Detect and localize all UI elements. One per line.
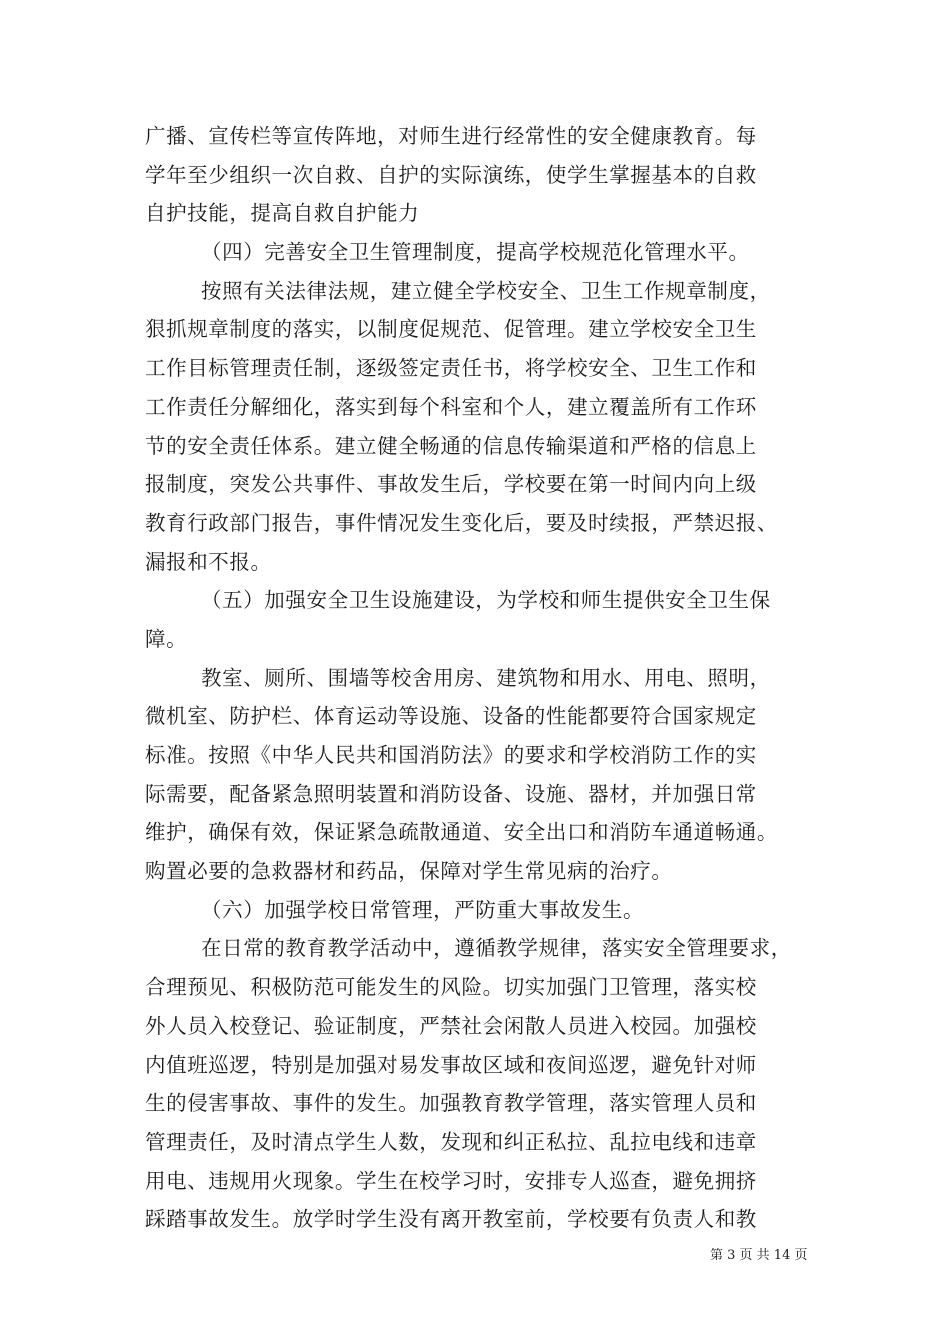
text-line: 内值班巡逻，特别是加强对易发事故区域和夜间巡逻，避免针对师	[145, 1052, 757, 1077]
text-line: 漏报和不报。	[145, 549, 272, 574]
text-line: 管理责任，及时清点学生人数，发现和纠正私拉、乱拉电线和违章	[145, 1129, 757, 1154]
text-line: 节的安全责任体系。建立健全畅通的信息传输渠道和严格的信息上	[145, 433, 757, 458]
page-number: 第 3 页 共 14 页	[710, 1248, 808, 1263]
text-line: 学年至少组织一次自救、自护的实际演练，使学生掌握基本的自救	[145, 162, 757, 187]
text-line: 际需要，配备紧急照明装置和消防设备、设施、器材，并加强日常	[145, 781, 757, 806]
text-line: 合理预见、积极防范可能发生的风险。切实加强门卫管理，落实校	[145, 975, 757, 1000]
text-line: 教室、厕所、围墙等校舍用房、建筑物和用水、用电、照明，	[201, 665, 771, 690]
text-line: 狠抓规章制度的落实，以制度促规范、促管理。建立学校安全卫生	[145, 317, 757, 342]
text-line: 外人员入校登记、验证制度，严禁社会闲散人员进入校园。加强校	[145, 1013, 757, 1038]
document-body	[145, 117, 825, 1239]
text-line: 用电、违规用火现象。学生在校学习时，安排专人巡查，避免拥挤	[145, 1168, 757, 1193]
text-line: 工作目标管理责任制，逐级签定责任书，将学校安全、卫生工作和	[145, 356, 757, 381]
text-line: 按照有关法律法规，建立健全学校安全、卫生工作规章制度，	[201, 278, 771, 303]
text-line: 自护技能，提高自救自护能力	[145, 201, 420, 226]
text-line: 工作责任分解细化，落实到每个科室和个人，建立覆盖所有工作环	[145, 394, 757, 419]
text-line: 购置必要的急救器材和药品，保障对学生常见病的治疗。	[145, 859, 673, 884]
text-line: （四）完善安全卫生管理制度，提高学校规范化管理水平。	[201, 240, 750, 265]
text-line: 在日常的教育教学活动中，遵循教学规律，落实安全管理要求，	[201, 936, 792, 961]
text-line: 标准。按照《中华人民共和国消防法》的要求和学校消防工作的实	[145, 743, 757, 767]
text-line: 教育行政部门报告，事件情况发生变化后，要及时续报，严禁迟报、	[145, 510, 778, 535]
text-line: （六）加强学校日常管理，严防重大事故发生。	[201, 897, 645, 922]
text-line: 微机室、防护栏、体育运动等设施、设备的性能都要符合国家规定	[145, 704, 757, 729]
text-line: （五）加强安全卫生设施建设，为学校和师生提供安全卫生保	[201, 588, 771, 613]
text-line: 报制度，突发公共事件、事故发生后，学校要在第一时间内向上级	[145, 472, 757, 497]
text-line: 生的侵害事故、事件的发生。加强教育教学管理，落实管理人员和	[145, 1091, 757, 1116]
text-line: 广播、宣传栏等宣传阵地，对师生进行经常性的安全健康教育。每	[145, 124, 757, 148]
text-line: 障。	[145, 626, 188, 651]
text-line: 踩踏事故发生。放学时学生没有离开教室前，学校要有负责人和教	[145, 1207, 757, 1232]
text-line: 维护，确保有效，保证紧急疏散通道、安全出口和消防车通道畅通。	[145, 820, 778, 845]
